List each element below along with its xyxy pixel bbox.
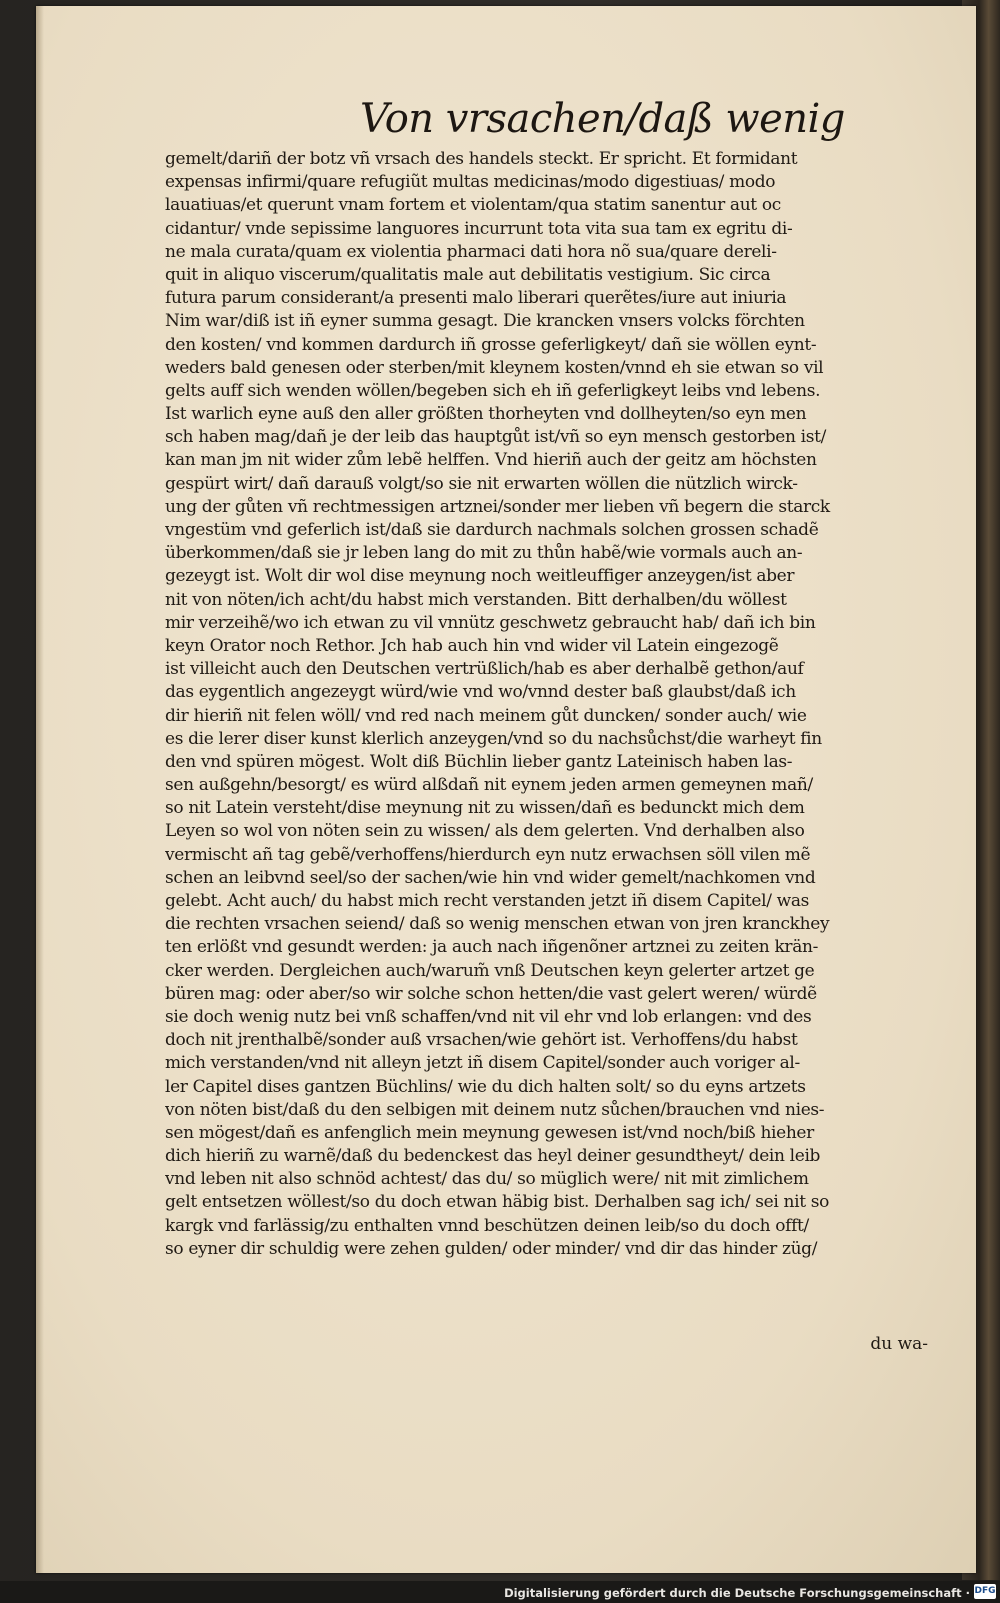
text-line: Ist warlich eyne auß den aller größten thorheyten vnd dollheyten/so eyn men [165,404,807,425]
text-line: vngestüm vnd geferlich ist/daß sie dardurch nachmals solchen grossen schadẽ [165,520,819,540]
text-line: sen mögest/dañ es anfenglich mein meynung gewesen ist/vnd noch/biß hieher [165,1122,814,1143]
text-line: sen außgehn/besorgt/ es würd alßdañ nit eynem jeden armen gemeynen mañ/ [165,775,813,796]
text-line: ung der gůten vñ rechtmessigen artznei/sonder mer lieben vñ begern die starck [165,496,830,517]
text-line: ne mala curata/quam ex violentia pharmaci dati hora nõ sua/quare dereli- [165,241,777,262]
text-line: gelts auff sich wenden wöllen/begeben sich eh iñ geferligkeyt leibs vnd lebens. [165,380,821,401]
text-line: kargk vnd farlässig/zu enthalten vnnd beschützen deinen leib/so du doch offt/ [165,1215,809,1236]
text-line: sie doch wenig nutz bei vnß schaffen/vnd nit vil ehr vnd lob erlangen: vnd des [165,1006,812,1027]
body-text [165,148,925,1261]
text-line: cidantur/ vnde sepissime languores incurrunt tota vita sua tam ex egritu di- [165,218,793,239]
text-line: schen an leibvnd seel/so der sachen/wie hin vnd wider gemelt/nachkomen vnd [165,867,816,888]
text-line: ist villeicht auch den Deutschen vertrüßlich/hab es aber derhalbẽ gethon/auf [165,659,804,680]
text-line: gezeygt ist. Wolt dir wol dise meynung noch weitleuffiger anzeygen/ist aber [165,566,795,587]
text-line: so eyner dir schuldig were zehen gulden/ oder minder/ vnd dir das hinder züg/ [165,1238,818,1259]
page-edge [36,6,44,1573]
text-line: gemelt/dariñ der botz vñ vrsach des handels steckt. Er spricht. Et formidant [165,149,798,169]
text-line: expensas infirmi/quare refugiũt multas medicinas/modo digestiuas/ modo [165,172,776,193]
text-line: mich verstanden/vnd nit alleyn jetzt iñ disem Capitel/sonder auch voriger al- [165,1053,800,1074]
text-line: ler Capitel dises gantzen Büchlins/ wie du dich halten solt/ so du eyns artzets [165,1076,806,1097]
text-line: nit von nöten/ich acht/du habst mich verstanden. Bitt derhalben/du wöllest [165,589,787,610]
text-line: von nöten bist/daß du den selbigen mit deinem nutz sůchen/brauchen vnd nies- [165,1099,825,1120]
text-line: lauatiuas/et querunt vnam fortem et violentam/qua statim sanentur aut oc [165,195,781,216]
text-line: büren mag: oder aber/so wir solche schon hetten/die vast gelert weren/ würdẽ [165,983,817,1004]
text-line: dich hieriñ zu warnẽ/daß du bedenckest das heyl deiner gesundtheyt/ dein leib [165,1146,821,1167]
text-line: Leyen so wol von nöten sein zu wissen/ als dem gelerten. Vnd derhalben also [165,821,805,842]
text-line: sch haben mag/dañ je der leib das hauptgůt ist/vñ so eyn mensch gestorben ist/ [165,427,826,448]
text-line: dir hieriñ nit felen wöll/ vnd red nach meinem gůt duncken/ sonder auch/ wie [165,705,807,726]
text-line: ten erlößt vnd gesundt werden: ja auch nach iñgenõner artznei zu zeiten krän- [165,937,818,958]
footer-credit: Digitalisierung gefördert durch die Deutsche Forschungsgemeinschaft · [504,1586,970,1600]
text-line: quit in aliquo viscerum/qualitatis male aut debilitatis vestigium. Sic circa [165,264,771,285]
text-line: das eygentlich angezeygt würd/wie vnd wo/vnnd dester baß glaubst/daß ich [165,682,796,703]
text-line: den vnd spüren mögest. Wolt diß Büchlin lieber gantz Lateinisch haben las- [165,751,793,772]
dfg-logo: DFG [974,1584,996,1599]
text-line: keyn Orator noch Rethor. Jch hab auch hin vnd wider vil Latein eingezogẽ [165,635,779,656]
catchword: du wa- [870,1334,928,1354]
text-line: gelebt. Acht auch/ du habst mich recht verstanden jetzt iñ disem Capitel/ was [165,891,809,911]
text-line: mir verzeihẽ/wo ich etwan zu vil vnnütz geschwetz gebraucht hab/ dañ ich bin [165,612,816,633]
text-line: die rechten vrsachen seiend/ daß so wenig menschen etwan von jren kranckhey [165,914,830,935]
text-line: vnd leben nit also schnöd achtest/ das du/ so müglich were/ nit mit zimlichem [165,1169,809,1190]
text-line: gespürt wirt/ dañ darauß volgt/so sie nit erwarten wöllen die nützlich wirck- [165,473,798,494]
text-line: kan man jm nit wider zům lebẽ helffen. Vnd hieriñ auch der geitz am höchsten [165,450,817,471]
text-line: gelt entsetzen wöllest/so du doch etwan häbig bist. Derhalben sag ich/ sei nit so [165,1192,830,1213]
text-line: doch nit jrenthalbẽ/sonder auß vrsachen/wie gehört ist. Verhoffens/du habst [165,1030,798,1051]
text-line: Nim war/diß ist iñ eyner summa gesagt. Die krancken vnsers volcks förchten [165,311,805,332]
text-line: es die lerer diser kunst klerlich anzeygen/vnd so du nachsůchst/die warheyt fin [165,728,822,749]
text-line: den kosten/ vnd kommen dardurch iñ grosse geferligkeyt/ dañ sie wöllen eynt- [165,334,817,355]
text-line: weders bald genesen oder sterben/mit kleynem kosten/vnnd eh sie etwan so vil [165,357,824,378]
text-line: futura parum considerant/a presenti malo liberari querẽtes/iure aut iniuria [165,288,787,309]
running-head: Von vrsachen/daß wenig [360,96,845,142]
text-line: vermischt añ tag gebẽ/verhoffens/hierdurch eyn nutz erwachsen söll vilen mẽ [165,844,811,865]
text-line: cker werden. Dergleichen auch/warum̃ vnß Deutschen keyn gelerter artzet ge [165,960,815,981]
text-line: so nit Latein versteht/dise meynung nit zu wissen/dañ es bedunckt mich dem [165,798,805,819]
text-line: überkommen/daß sie jr leben lang do mit zu thůn habẽ/wie vormals auch an- [165,543,803,564]
